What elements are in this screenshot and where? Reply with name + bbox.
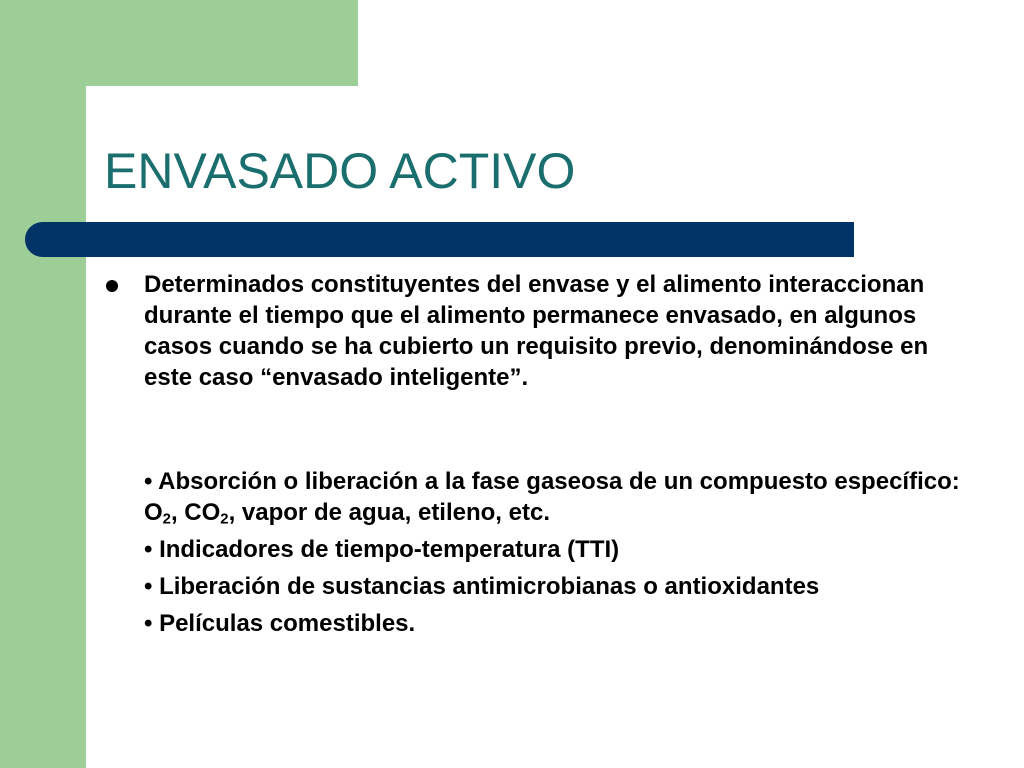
sub-item-absorption-text-2: , CO [170,499,221,526]
sub-item-absorption-text-1: • Absorción o liberación a la fase gaseosa de un compuesto específico: O [144,468,960,526]
sub-item-tti: • Indicadores de tiempo-temperatura (TTI) [144,536,620,563]
subscript-o2: 2 [162,511,171,528]
main-paragraph: Determinados constituyentes del envase y el alimento interaccionan durante el tiempo que el alimento permanece envasado, en algunos casos cuando se ha cubierto un requisito previo, denominándose en este caso “envasado inteligente”. [144,271,929,391]
subscript-co2: 2 [220,511,229,528]
sub-item-edible-films: • Películas comestibles. [144,610,416,637]
green-side-bar [0,0,86,768]
bullet-dot-icon [106,280,118,292]
sub-item-antimicrobial: • Liberación de sustancias antimicrobianas o antioxidantes [144,573,820,600]
title-underline-bar [25,222,854,257]
sub-items-list [144,466,994,639]
slide-title: ENVASADO ACTIVO [104,143,576,199]
sub-item-absorption [144,466,994,528]
sub-item-absorption-text-3: , vapor de agua, etileno, etc. [228,499,550,526]
